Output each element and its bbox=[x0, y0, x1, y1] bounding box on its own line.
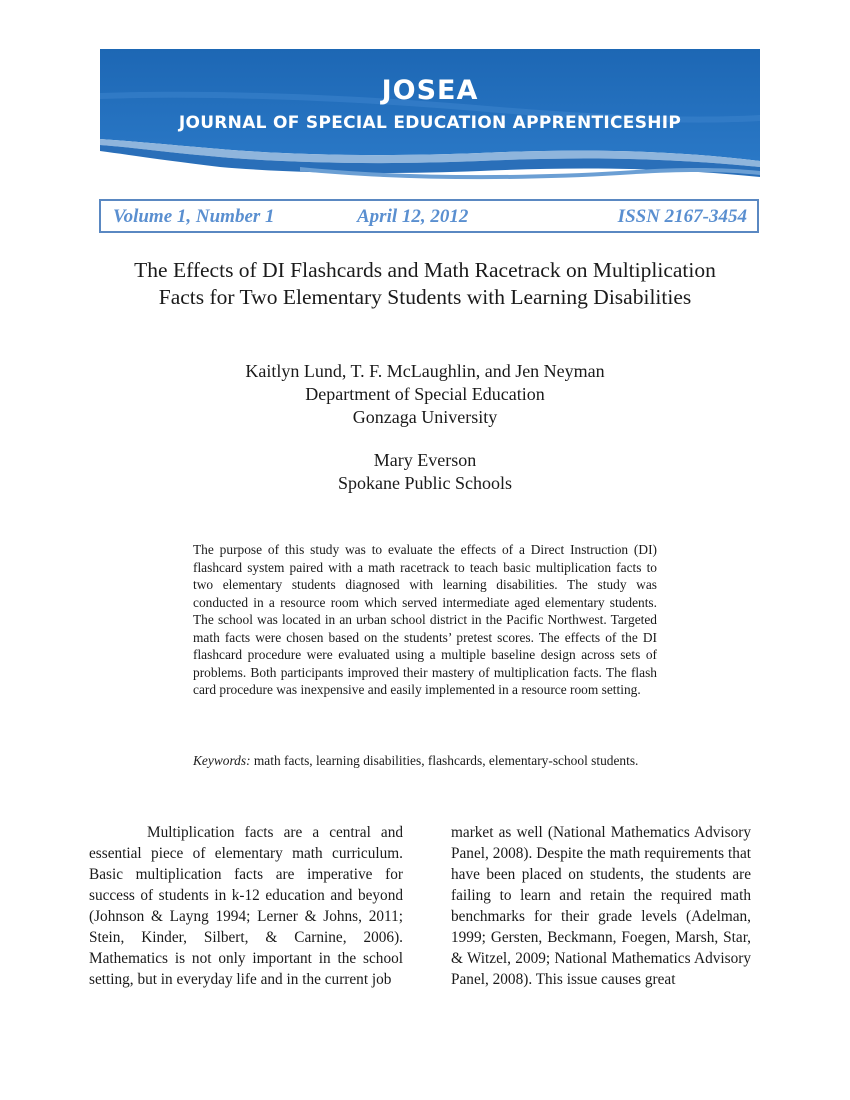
author-name-secondary: Mary Everson bbox=[373, 450, 477, 470]
journal-acronym: JOSEA bbox=[381, 75, 479, 106]
body-right-column: market as well (National Mathematics Advisory Panel, 2008). Despite the math requirements that have been placed on students, the students are failing to learn and retain the required math benchmarks for their grade levels (Adelman, 1999; Gersten, Beckmann, Foegen, Marsh, Star, & Witzel, 2009; National Mathematics Advisory Panel, 2008). This issue causes great bbox=[451, 824, 751, 988]
author-affiliation-secondary: Spokane Public Schools bbox=[338, 473, 512, 493]
paper-title-line2: Facts for Two Elementary Students with Learning Disabilities bbox=[158, 285, 692, 309]
issue-volume: Volume 1, Number 1 bbox=[113, 206, 275, 227]
keywords-list: math facts, learning disabilities, flashcards, elementary-school students. bbox=[250, 753, 639, 768]
abstract-text: The purpose of this study was to evaluate the effects of a Direct Instruction (DI) flashcard system paired with a math racetrack to teach basic multiplication facts to two elementary students diagnosed with learning disabilities. The study was conducted in a resource room which served intermediate aged elementary students. The school was located in an urban school district in the Pacific Northwest. Targeted math facts were chosen based on the students’ pretest scores. The effects of the DI flashcard procedure were evaluated using a multiple baseline design across sets of problems. Both participants improved their mastery of multiplication facts. The flash card procedure was inexpensive and easily implemented in a resource room setting. bbox=[193, 542, 657, 697]
author-department: Department of Special Education bbox=[305, 384, 545, 404]
paper-title-line1: The Effects of DI Flashcards and Math Racetrack on Multiplication bbox=[134, 258, 716, 282]
author-university: Gonzaga University bbox=[352, 407, 498, 427]
issue-info-box bbox=[99, 199, 759, 233]
author-group-secondary bbox=[0, 449, 850, 495]
body-left-column: Multiplication facts are a central and essential piece of elementary math curriculum. Basic multiplication facts are imperative for success of students in k-12 education and beyond (Johnson & Layng 1994; Lerner & Johns, 2011; Stein, Kinder, Silbert, & Carnine, 2006). Mathematics is not only important in the school setting, but in everyday life and in the current job bbox=[89, 824, 403, 988]
issue-issn: ISSN 2167-3454 bbox=[617, 206, 747, 227]
author-group-primary bbox=[0, 360, 850, 429]
author-names: Kaitlyn Lund, T. F. McLaughlin, and Jen Neyman bbox=[245, 361, 605, 381]
paper-title bbox=[60, 257, 790, 311]
journal-banner bbox=[100, 49, 760, 194]
issue-date: April 12, 2012 bbox=[357, 206, 469, 227]
keywords bbox=[193, 752, 657, 770]
keywords-label: Keywords: bbox=[193, 753, 251, 768]
journal-name: JOURNAL OF SPECIAL EDUCATION APPRENTICESHIP bbox=[178, 113, 682, 133]
